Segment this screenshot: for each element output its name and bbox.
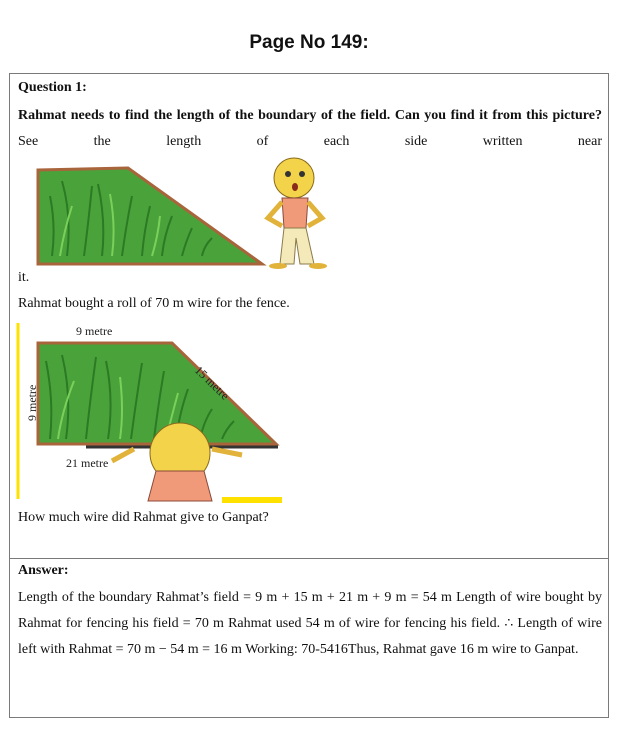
- answer-box: [9, 558, 609, 718]
- field-picture-1: [32, 156, 352, 276]
- label-slant: 15 metre: [191, 363, 233, 403]
- question-text-rest: See the length of each side written near: [18, 134, 602, 149]
- question-text: [18, 103, 602, 155]
- label-bottom: 21 metre: [66, 456, 109, 470]
- answer-heading: Answer:: [18, 563, 69, 578]
- page-title: Page No 149:: [249, 32, 369, 53]
- label-top: 9 metre: [76, 324, 113, 338]
- ask-text: How much wire did Rahmat give to Ganpat?: [18, 510, 269, 525]
- question-heading: Question 1:: [18, 80, 87, 95]
- label-left: 9 metre: [25, 384, 39, 421]
- question-text-end: it.: [18, 270, 30, 285]
- answer-text: Length of the boundary Rahmat’s field = 9 m + 15 m + 21 m + 9 m = 54 m Length of wire bought by Rahmat for fencing his field = 70 m Rahmat used 54 m of wire for fencing his field. ∴ Length of wire left with Rahmat = 70 m − 54 m = 16 m Working: 70-5416Thus, Rahmat gave 16 m wire to Ganpat.: [18, 590, 602, 657]
- question-box: [9, 73, 609, 559]
- question-text-bold: Rahmat needs to find the length of the boundary of the field. Can you find it from this picture?: [18, 108, 602, 123]
- bought-text: Rahmat bought a roll of 70 m wire for the fence.: [18, 296, 290, 311]
- field-picture-2: [16, 321, 286, 506]
